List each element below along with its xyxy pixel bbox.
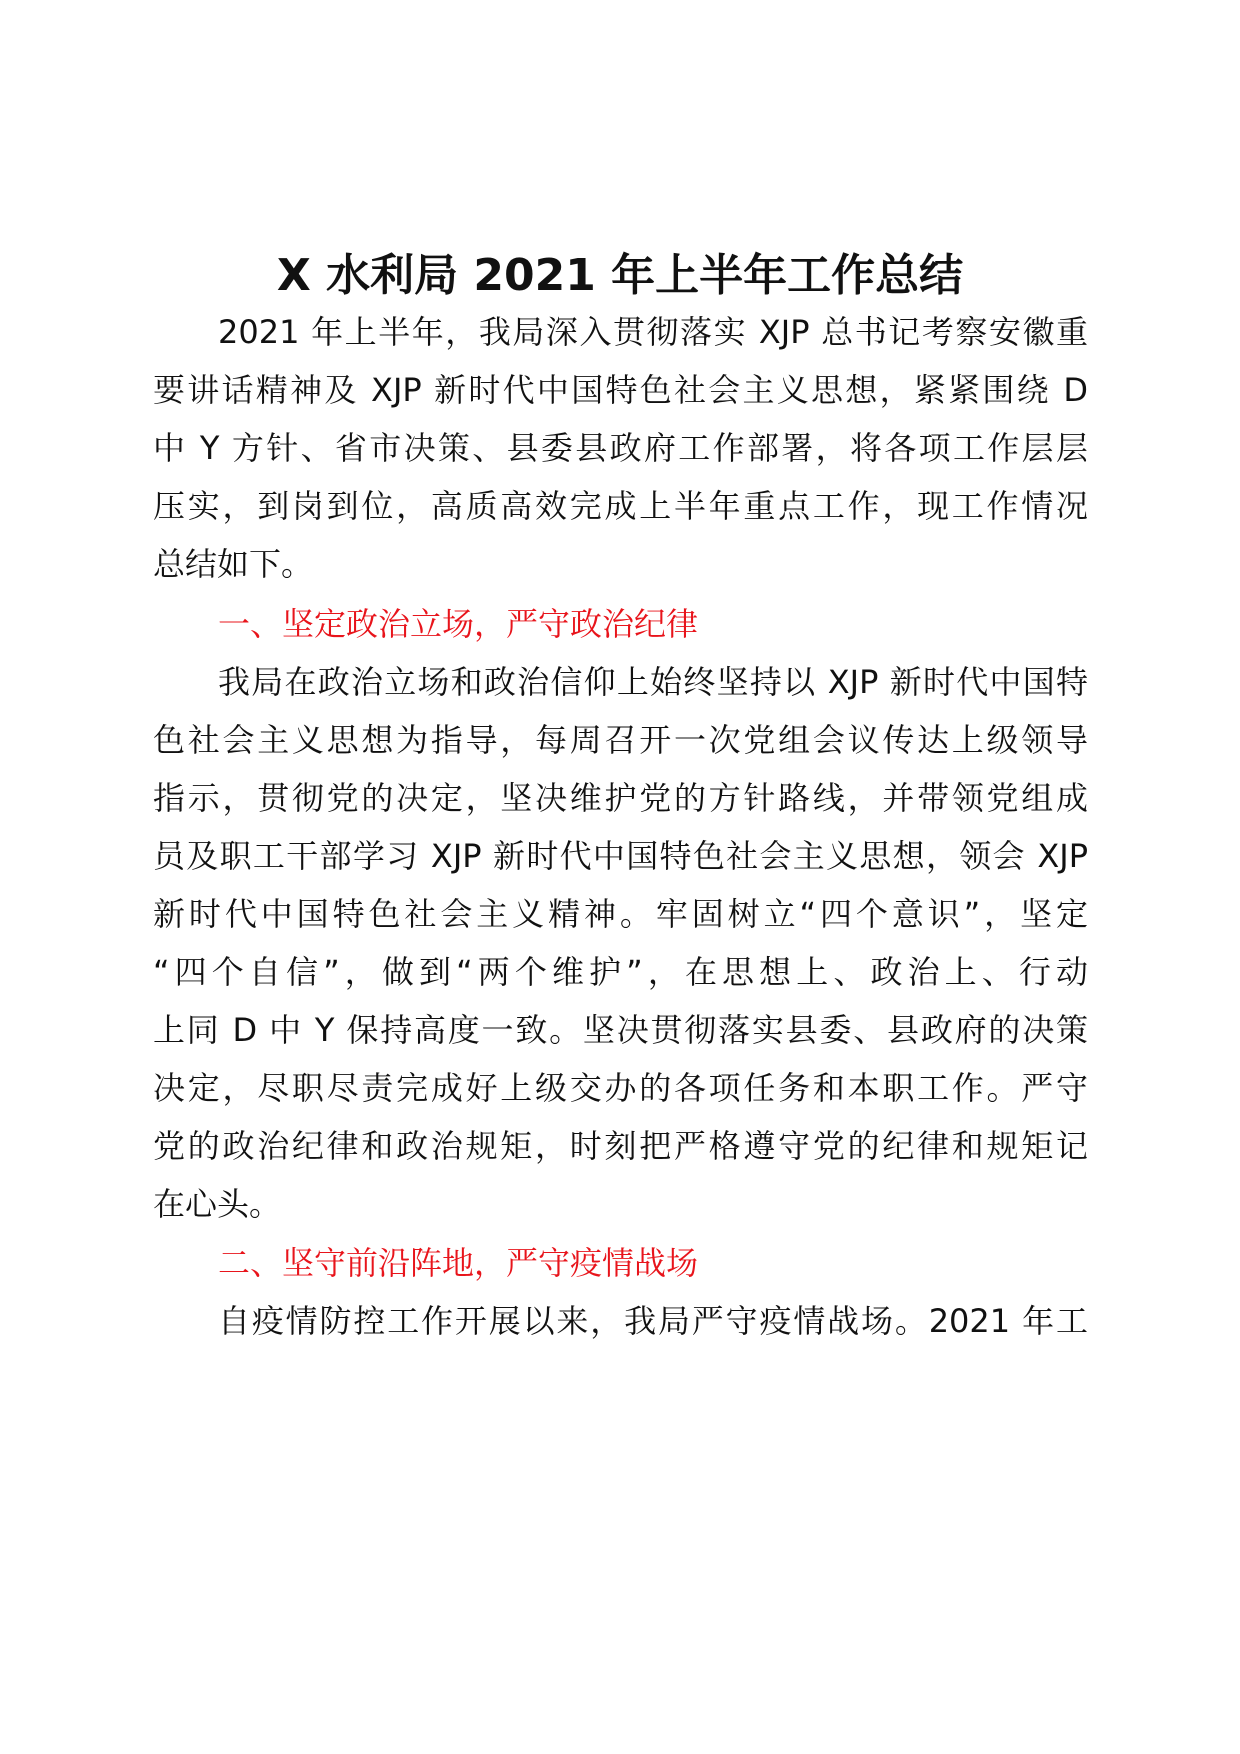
paragraph-line: 我局在政治立场和政治信仰上始终坚持以 XJP 新时代中国特 <box>218 663 1088 701</box>
document-title: X 水利局 2021 年上半年工作总结 <box>276 250 964 301</box>
paragraph-line: 决定，尽职尽责完成好上级交办的各项任务和本职工作。严守 <box>153 1069 1088 1107</box>
paragraph-line: 新时代中国特色社会主义精神。牢固树立“四个意识”，坚定 <box>153 895 1088 933</box>
paragraph-line: 指示，贯彻党的决定，坚决维护党的方针路线，并带领党组成 <box>153 779 1088 817</box>
paragraph-line: 自疫情防控工作开展以来，我局严守疫情战场。2021 年工 <box>218 1302 1088 1340</box>
paragraph-line: 压实，到岗到位，高质高效完成上半年重点工作，现工作情况 <box>153 487 1088 525</box>
section-heading-1: 一、坚定政治立场，严守政治纪律 <box>218 605 699 643</box>
paragraph-line: 中 Y 方针、省市决策、县委县政府工作部署，将各项工作层层 <box>153 429 1088 467</box>
paragraph-line: “四个自信”，做到“两个维护”，在思想上、政治上、行动 <box>153 953 1088 991</box>
paragraph-line: 员及职工干部学习 XJP 新时代中国特色社会主义思想，领会 XJP <box>153 837 1088 875</box>
paragraph-line: 总结如下。 <box>153 545 314 583</box>
paragraph-line: 要讲话精神及 XJP 新时代中国特色社会主义思想，紧紧围绕 D <box>153 371 1088 409</box>
paragraph-line: 色社会主义思想为指导，每周召开一次党组会议传达上级领导 <box>153 721 1088 759</box>
paragraph-line: 2021 年上半年，我局深入贯彻落实 XJP 总书记考察安徽重 <box>218 313 1088 351</box>
paragraph-line: 上同 D 中 Y 保持高度一致。坚决贯彻落实县委、县政府的决策 <box>153 1011 1088 1049</box>
paragraph-line: 党的政治纪律和政治规矩，时刻把严格遵守党的纪律和规矩记 <box>153 1127 1088 1165</box>
section-heading-2: 二、坚守前沿阵地，严守疫情战场 <box>218 1244 699 1282</box>
paragraph-line: 在心头。 <box>153 1185 282 1223</box>
